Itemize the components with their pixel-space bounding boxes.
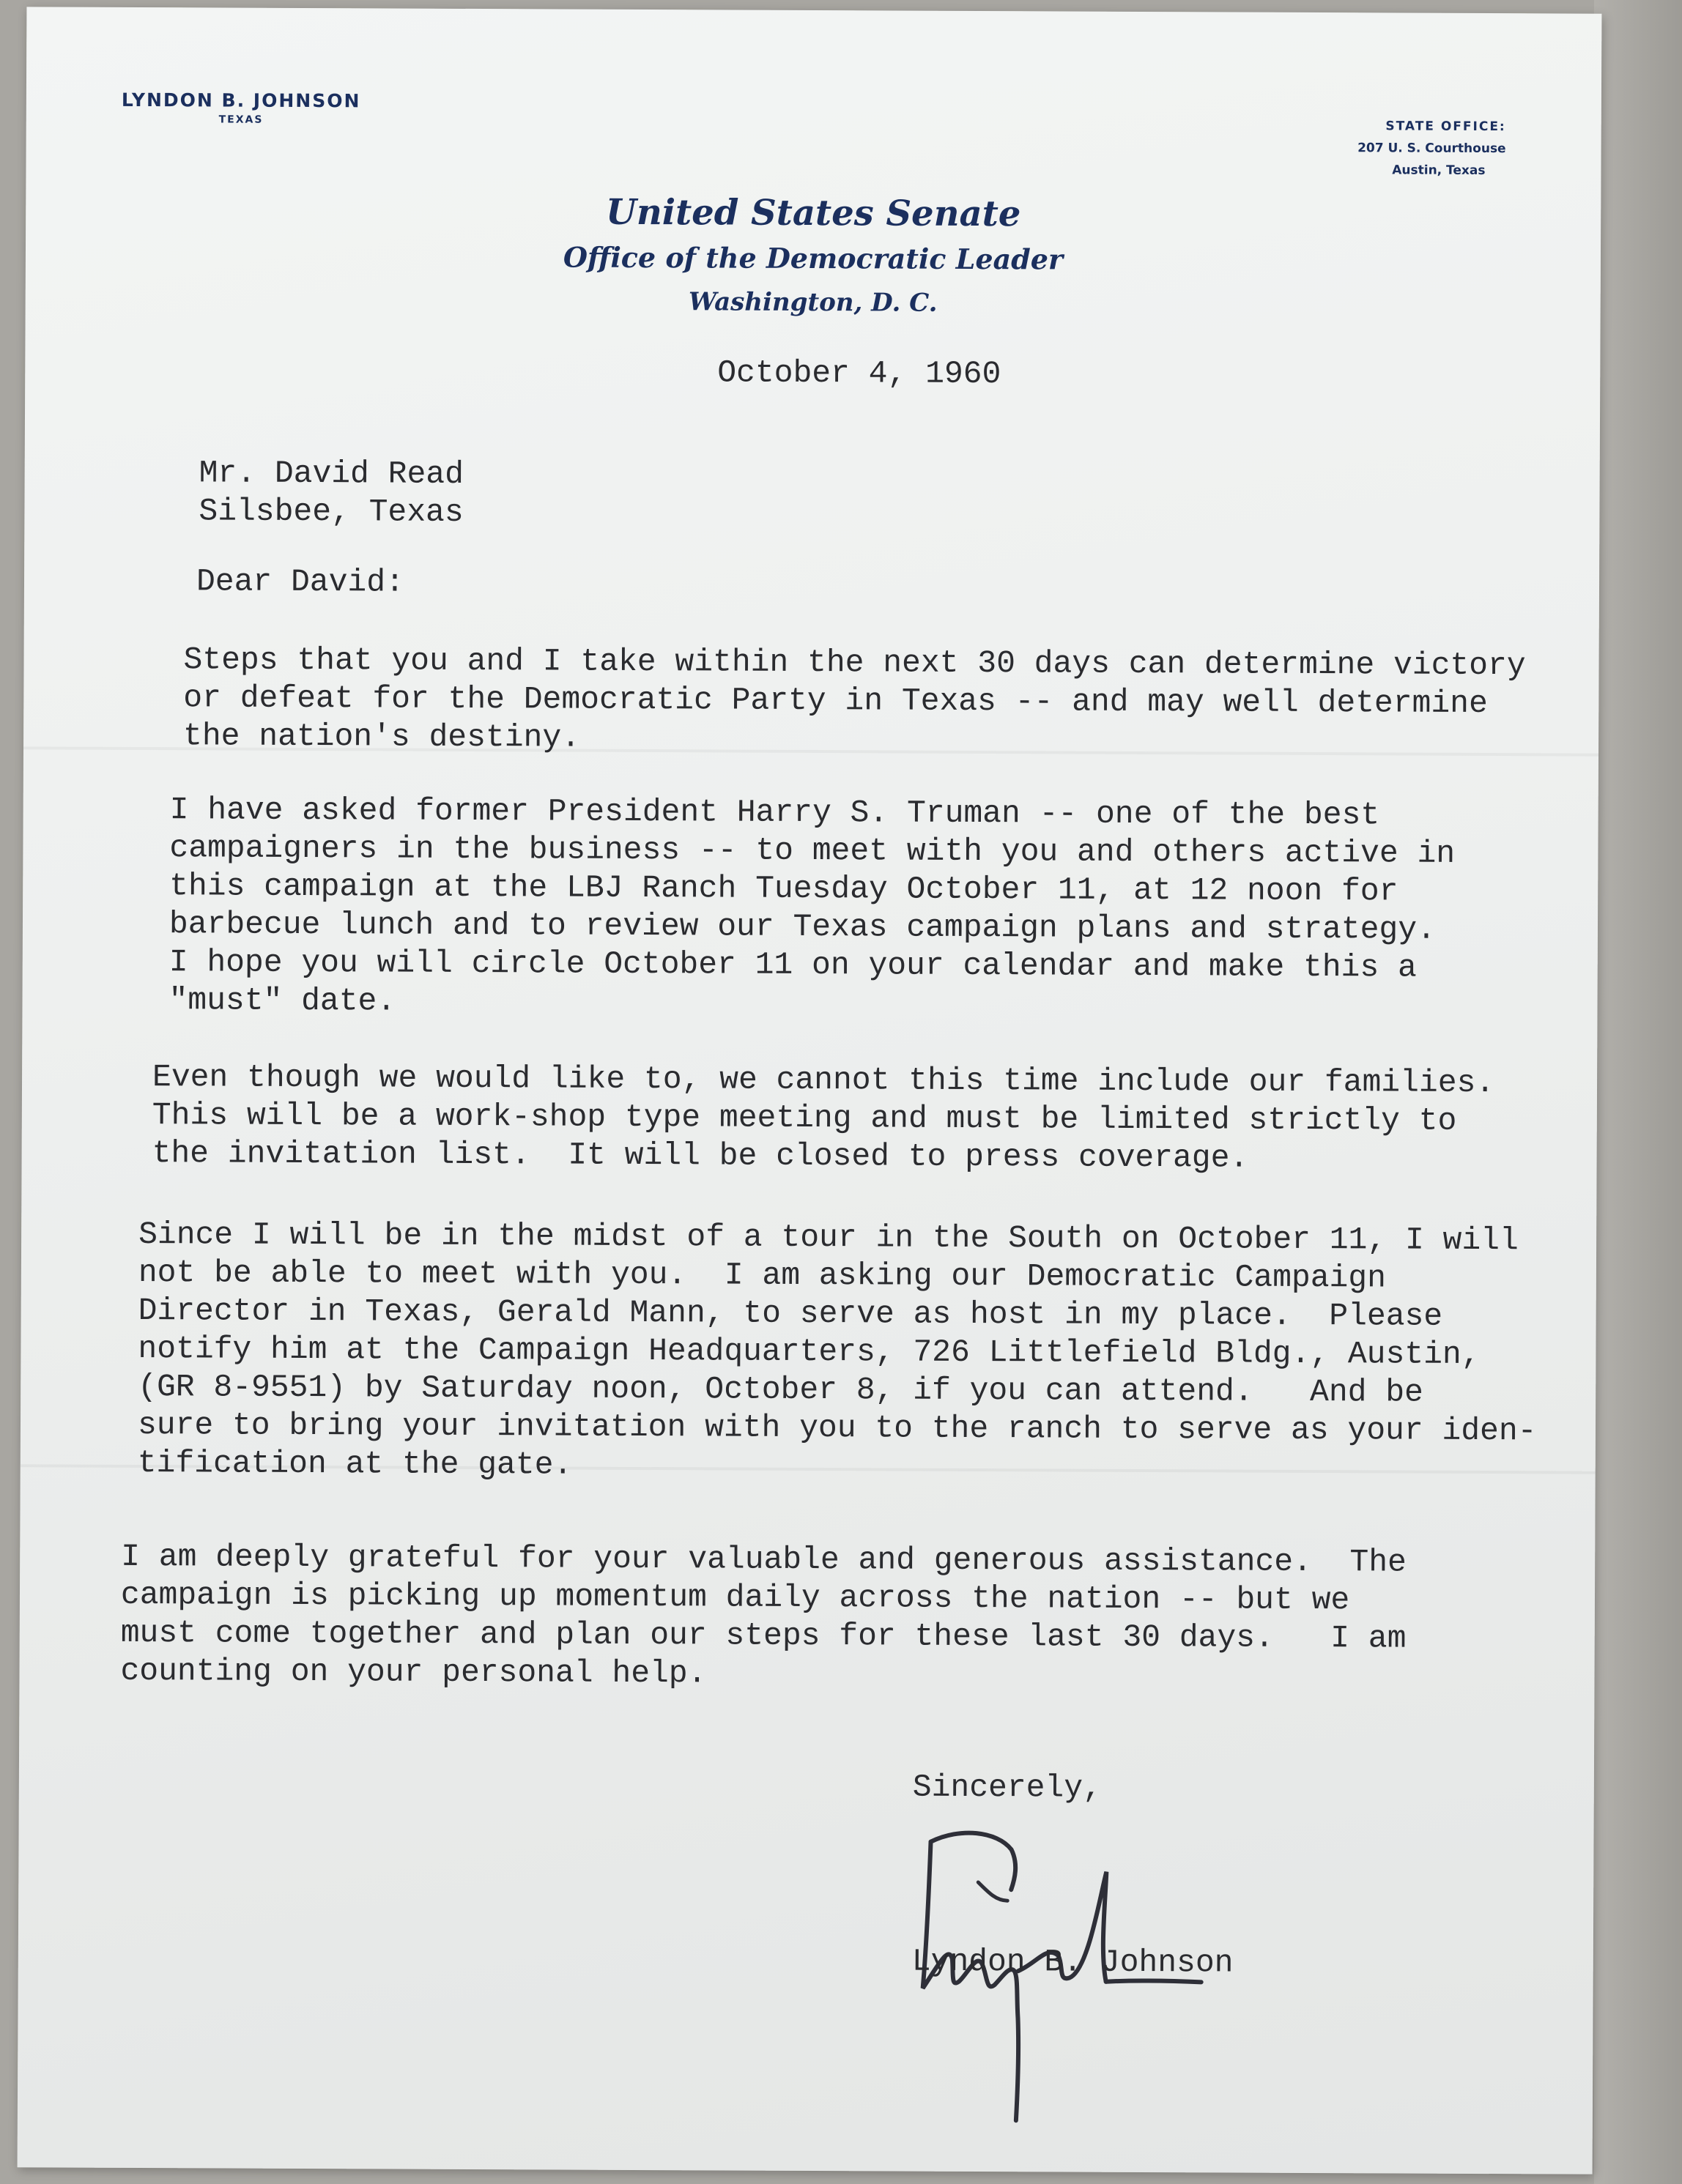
- body-paragraph: [183, 641, 1526, 761]
- paragraph-line: "must" date.: [168, 982, 396, 1019]
- paragraph-line: I am deeply grateful for your valuable and generous assistance. The: [121, 1538, 1407, 1581]
- body-paragraph: [152, 1058, 1495, 1178]
- paragraph-line: sure to bring your invitation with you to the ranch to serve as your iden-: [137, 1407, 1537, 1449]
- body-paragraph: [168, 791, 1455, 1025]
- paragraph-line: Since I will be in the midst of a tour in the South on October 11, I will: [138, 1217, 1519, 1259]
- paragraph-line: (GR 8-9551) by Saturday noon, October 8, if you can attend. And be: [138, 1369, 1424, 1411]
- paragraph-line: not be able to meet with you. I am asking our Democratic Campaign: [138, 1255, 1387, 1296]
- letterhead-state-office: [1357, 115, 1506, 182]
- paragraph-line: notify him at the Campaign Headquarters, 726 Littlefield Bldg., Austin,: [138, 1331, 1481, 1373]
- paragraph-line: this campaign at the LBJ Ranch Tuesday October 11, at 12 noon for: [169, 868, 1398, 910]
- body-paragraph: [138, 1216, 1538, 1488]
- recipient-city: Silsbee, Texas: [199, 493, 464, 530]
- salutation: Dear David:: [196, 563, 404, 601]
- senate-title: United States Senate: [605, 191, 1021, 235]
- paragraph-line: campaigners in the business -- to meet with you and others active in: [169, 830, 1456, 872]
- paragraph-line: the invitation list. It will be closed to press coverage.: [152, 1135, 1249, 1176]
- paragraph-line: counting on your personal help.: [120, 1652, 707, 1692]
- body-paragraph: [120, 1538, 1407, 1696]
- city-title: Washington, D. C.: [688, 287, 938, 318]
- letter-page: [18, 7, 1602, 2174]
- paragraph-line: Director in Texas, Gerald Mann, to serve as host in my place. Please: [138, 1293, 1443, 1334]
- letter-date: October 4, 1960: [717, 354, 1001, 393]
- table-surface: [1594, 0, 1682, 2184]
- letterhead-title: [26, 186, 1601, 327]
- letterhead-sender: [122, 89, 361, 126]
- recipient-address: [199, 454, 464, 532]
- paragraph-line: barbecue lunch and to review our Texas campaign plans and strategy.: [168, 906, 1436, 948]
- paragraph-line: campaign is picking up momentum daily across the nation -- but we: [120, 1576, 1350, 1619]
- sender-state: TEXAS: [218, 114, 264, 126]
- closing: Sincerely,: [912, 1769, 1103, 1806]
- paragraph-line: This will be a work-shop type meeting and must be limited strictly to: [152, 1097, 1457, 1139]
- signed-name: Lyndon B. Johnson: [911, 1943, 1234, 1981]
- paragraph-line: tification at the gate.: [137, 1445, 573, 1483]
- paragraph-line: I have asked former President Harry S. Truman -- one of the best: [169, 792, 1380, 833]
- recipient-name: Mr. David Read: [199, 455, 464, 492]
- state-office-city: Austin, Texas: [1392, 163, 1486, 179]
- paragraph-line: the nation's destiny.: [182, 718, 581, 756]
- paragraph-line: Steps that you and I take within the next 30 days can determine victory: [183, 642, 1526, 684]
- paragraph-line: or defeat for the Democratic Party in Texas -- and may well determine: [183, 680, 1488, 722]
- sender-name: LYNDON B. JOHNSON: [121, 89, 361, 112]
- state-office-address: 207 U. S. Courthouse: [1357, 141, 1506, 157]
- office-title: Office of the Democratic Leader: [563, 240, 1064, 276]
- paragraph-line: I hope you will circle October 11 on your calendar and make this a: [168, 944, 1417, 986]
- state-office-label: STATE OFFICE:: [1385, 119, 1506, 135]
- paragraph-line: Even though we would like to, we cannot this time include our families.: [152, 1059, 1495, 1102]
- paragraph-line: must come together and plan our steps for these last 30 days. I am: [120, 1614, 1407, 1657]
